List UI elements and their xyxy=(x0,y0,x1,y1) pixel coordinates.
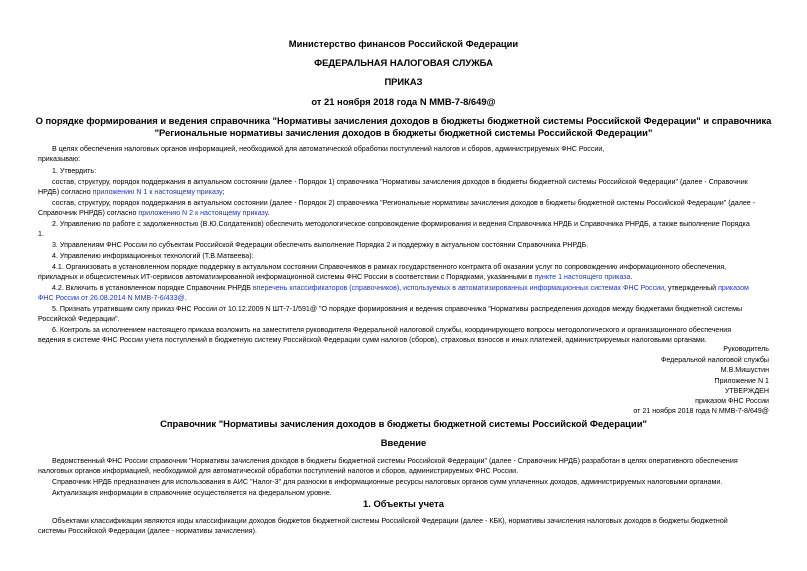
item-2-text-a: 2. Управлению по работе с задолженностью (В.Ю.Солдатенков) обеспечить методологическое сопровождение формирования и ведения Справочника НРДБ и Справочника РНРДБ, а также выполнение Порядка xyxy=(52,220,750,228)
item-4-1-text-a: 4.1. Организовать в установленном порядке поддержку в актуальном состоянии Справочников в рамках государственного контракта об оказании услуг по сопровождению информационного обеспечения, xyxy=(52,263,727,271)
appendix-2-link[interactable]: приложению N 2 к настоящему приказу xyxy=(138,209,268,217)
doc-type-heading: ПРИКАЗ xyxy=(384,76,423,87)
intro-text-d: Актуализация информации в справочнике осуществляется на федеральном уровне. xyxy=(52,489,332,497)
appendix-title: Справочник "Нормативы зачисления доходов в бюджеты бюджетной системы Российской Федерации" xyxy=(160,418,647,429)
fns-order-link[interactable]: ФНС России от 26.08.2014 N ММВ-7-6/433@ xyxy=(38,294,185,302)
intro-text-b: налоговых органов информацией, необходимой для автоматической обработки поступлений налогов и сборов, администрируемых ФНС России. xyxy=(38,467,519,475)
appendix-1-link[interactable]: приложению N 1 к настоящему приказу xyxy=(92,188,223,196)
signature-name: М.В.Мишустин xyxy=(720,366,769,374)
item-1-text-a: состав, структуру, порядок поддержания в актуальном состоянии (далее - Порядок 1) справочника "Нормативы зачисления доходов в бюджеты бюджетной системы Российской Федерации" (далее - Справочник xyxy=(52,178,748,186)
item-5-text-b: Российской Федерации". xyxy=(38,315,120,323)
section-1-heading: 1. Объекты учета xyxy=(363,498,444,509)
item-4-2-text-b: ФНС России от 26.08.2014 N ММВ-7-6/433@. xyxy=(38,294,187,302)
intro-heading: Введение xyxy=(380,437,427,448)
section-1-text-a: Объектами классификации являются коды классификации доходов бюджетов бюджетной системы Российской Федерации (далее - КБК), нормативы зачисления налоговых доходов в бюджеты бюджетной xyxy=(52,517,728,525)
paragraph-order-word: приказываю: xyxy=(38,155,81,163)
order-title-line1: О порядке формирования и ведения справочника "Нормативы зачисления доходов в бюджеты бюджетной системы Российской Федерации" и справочника xyxy=(35,115,772,126)
signature-role1: Руководитель xyxy=(723,345,769,353)
section-1-text-b: системы Российской Федерации (далее - нормативы зачисления). xyxy=(38,527,257,535)
appendix-date: от 21 ноября 2018 года N ММВ-7-8/649@ xyxy=(633,407,769,415)
item-3-text: 3. Управлениям ФНС России по субъектам Российской Федерации обеспечить выполнение Порядка 2 и поддержку в актуальном состоянии Справочника РНРДБ. xyxy=(52,241,589,249)
item-1-heading: 1. Утвердить: xyxy=(52,167,97,175)
appendix-approved-by: приказом ФНС России xyxy=(695,397,769,405)
order-link[interactable]: приказом xyxy=(718,284,749,292)
order-date-number: от 21 ноября 2018 года N ММВ-7-8/649@ xyxy=(311,96,496,107)
order-title-line2: "Региональные нормативы зачисления доходов в бюджеты бюджетной системы Российской Федерации" xyxy=(154,127,653,138)
item-1-text-b: НРДБ) согласно приложению N 1 к настоящему приказу; xyxy=(38,188,225,196)
item-4-1-text-b: прикладных и общесистемных ИТ-сервисов автоматизированной информационной системы ФНС России в соответствии с Порядками, указанными в пункте 1 настоящего приказа. xyxy=(38,273,633,281)
item-1-link[interactable]: пункте 1 настоящего приказа xyxy=(534,273,631,281)
classifiers-list-link[interactable]: вперечень классификаторов (справочников), используемых в автоматизированных информационных системах ФНС России xyxy=(252,284,665,292)
item-4-2-text-a: 4.2. Включить в установленном порядке Справочник РНРДБ вперечень классификаторов (справочников), используемых в автоматизированных информационных системах ФНС России, утвержденный приказом xyxy=(52,284,749,292)
appendix-approved: УТВЕРЖДЕН xyxy=(724,387,769,395)
item-2-text-b: 1. xyxy=(38,230,44,238)
item-6-text-b: ведения в системе ФНС России учета поступлений в бюджетную систему Российской Федерации сумм налогов (сборов), страховых взносов и иных платежей, администрируемых налоговыми органами. xyxy=(38,336,707,344)
item-1-text-c: состав, структуру, порядок поддержания в актуальном состоянии (далее - Порядок 2) справочника "Региональные нормативы зачисления доходов в бюджеты бюджетной системы Российской Федерации" (далее - xyxy=(52,199,756,207)
appendix-label: Приложение N 1 xyxy=(714,377,769,385)
item-6-text-a: 6. Контроль за исполнением настоящего приказа возложить на заместителя руководителя Федеральной налоговой службы, координирующего вопросы методологического и организационного обеспечения xyxy=(52,326,732,334)
intro-text-c: Справочник НРДБ предназначен для использования в АИС "Налог-3" для разноски в информационные ресурсы налоговых органов сумм уплаченных доходов, администрируемых налоговыми органами. xyxy=(52,478,723,486)
item-5-text-a: 5. Признать утратившим силу приказ ФНС России от 10.12.2009 N ШТ-7-1/591@ "О порядке формирования и ведения справочника "Нормативы распределения доходов между бюджетами бюджетной системы xyxy=(52,305,743,313)
paragraph-intro: В целях обеспечения налоговых органов информацией, необходимой для автоматической обработки поступлений налогов и сборов, администрируемых ФНС России, xyxy=(52,145,605,153)
item-4-heading: 4. Управлению информационных технологий (Т.В.Матвеева): xyxy=(52,252,254,260)
signature-role2: Федеральной налоговой службы xyxy=(660,356,769,364)
service-heading: ФЕДЕРАЛЬНАЯ НАЛОГОВАЯ СЛУЖБА xyxy=(314,57,493,68)
item-1-text-d: Справочник РНРДБ) согласно приложению N 2 к настоящему приказу. xyxy=(38,209,270,217)
intro-text-a: Ведомственный ФНС России справочник "Нормативы зачисления доходов в бюджеты бюджетной системы Российской Федерации" (далее - Справочник НРДБ) разработан в целях оперативного обеспечения xyxy=(52,457,738,465)
ministry-heading: Министерство финансов Российской Федерации xyxy=(288,38,519,49)
